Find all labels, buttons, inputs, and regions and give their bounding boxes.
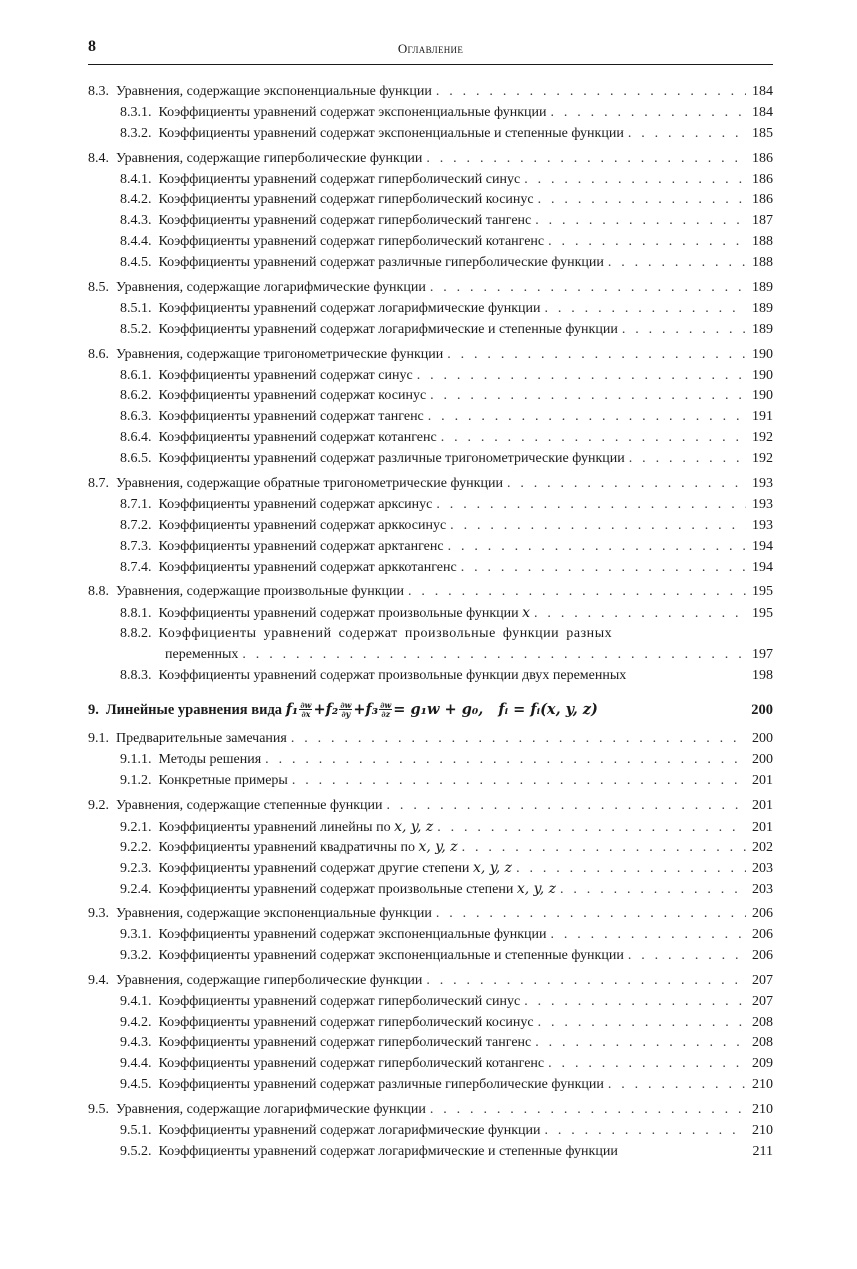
toc-subsection-9-2-1[interactable]	[88, 817, 773, 838]
toc-page: 211	[752, 1143, 773, 1159]
toc-page: 184	[752, 84, 773, 99]
fraction-numerator: ∂w	[300, 700, 312, 711]
toc-leader	[629, 449, 746, 470]
toc-title: Уравнения, содержащие экспоненциальные функции	[116, 84, 432, 99]
toc-title	[159, 817, 434, 839]
toc-subsection-8-3-2[interactable]	[88, 124, 773, 145]
toc-subsection-8-6-5[interactable]	[88, 449, 773, 470]
toc-page: 193	[752, 476, 773, 492]
toc-section-8-3[interactable]	[88, 82, 773, 103]
toc-page: 195	[752, 606, 773, 622]
toc-number: 9.4.5.	[120, 1077, 152, 1093]
toc-title: Уравнения, содержащие логарифмические функции	[116, 280, 426, 296]
toc-page: 202	[752, 840, 773, 856]
toc-leader	[550, 103, 746, 124]
math-variable: x	[522, 605, 531, 622]
toc-leader	[430, 1100, 746, 1121]
toc-section-9-5[interactable]	[88, 1100, 773, 1121]
toc-number: 9.2.	[88, 797, 109, 813]
toc-subsection-8-7-4[interactable]	[88, 558, 773, 579]
toc-section-9-3[interactable]	[88, 904, 773, 925]
toc-number: 9.5.2.	[120, 1143, 152, 1159]
toc-page: 203	[752, 882, 773, 898]
toc-subsection-8-6-2[interactable]	[88, 386, 773, 407]
toc-subsection-9-2-3[interactable]	[88, 858, 773, 879]
fraction-numerator: ∂w	[340, 700, 352, 711]
toc-leader	[387, 796, 746, 817]
toc-leader	[560, 880, 746, 901]
math-plus: +	[353, 700, 366, 718]
math-variables: x, y, z	[394, 818, 434, 835]
toc-page: 190	[752, 367, 773, 383]
toc-number: 9.4.1.	[120, 993, 152, 1009]
toc-number: 9.1.1.	[120, 751, 152, 767]
math-variables: x, y, z	[418, 839, 458, 856]
toc-page: 209	[752, 1056, 773, 1072]
toc-subsection-8-4-2[interactable]	[88, 190, 773, 211]
toc-title: Методы решения	[158, 751, 262, 767]
toc-leader	[608, 253, 746, 274]
toc-title: Коэффициенты уравнений содержат гиперболический синус	[158, 171, 521, 187]
toc-title: Уравнения, содержащие гиперболические функции	[116, 972, 423, 988]
toc-leader	[538, 1013, 746, 1034]
toc-title: Конкретные примеры	[158, 772, 288, 788]
toc-number: 8.4.3.	[120, 213, 152, 229]
toc-leader	[426, 149, 746, 170]
toc-title: Коэффициенты уравнений содержат произвольные функции разных	[158, 626, 613, 642]
toc-number: 8.7.4.	[120, 559, 152, 575]
toc-subsection-9-2-2[interactable]	[88, 837, 773, 858]
toc-title: Коэффициенты уравнений содержат тангенс	[158, 409, 424, 425]
toc-number: 9.4.	[88, 972, 109, 988]
toc-title-text: Коэффициенты уравнений содержат произвольные степени	[158, 882, 514, 898]
toc-subsection-8-5-2[interactable]	[88, 320, 773, 341]
toc-page: 194	[752, 538, 773, 554]
running-head: Оглавление	[397, 41, 464, 56]
toc-leader	[622, 320, 746, 341]
toc-chapter-title	[106, 698, 598, 722]
toc-subsection-9-4-2[interactable]	[88, 1013, 773, 1034]
toc-title-text: Коэффициенты уравнений квадратичны по	[158, 840, 415, 856]
toc-number: 8.3.	[88, 84, 109, 99]
toc-subsection-8-8-3[interactable]	[88, 666, 773, 687]
chapter-equation	[286, 701, 598, 718]
toc-title: Коэффициенты уравнений содержат различные гиперболические функции	[158, 255, 604, 271]
toc-number: 8.6.4.	[120, 430, 152, 446]
toc-title: Коэффициенты уравнений содержат косинус	[158, 388, 427, 404]
toc-number: 8.6.1.	[120, 367, 152, 383]
toc-page: 185	[752, 125, 773, 141]
toc-number: 9.4.3.	[120, 1035, 152, 1051]
math-rhs: = g₁w + g₀,	[393, 700, 484, 718]
toc-leader	[544, 299, 746, 320]
toc-title-text: Коэффициенты уравнений содержат другие степени	[158, 861, 470, 877]
toc-subsection-8-6-1[interactable]	[88, 366, 773, 387]
toc-page: 210	[752, 1122, 773, 1138]
toc-number: 9.1.2.	[120, 772, 152, 788]
toc-section-9-2[interactable]	[88, 796, 773, 817]
toc-subsection-9-4-1[interactable]	[88, 992, 773, 1013]
toc-leader	[430, 386, 746, 407]
toc-page: 200	[751, 701, 773, 718]
toc-leader	[548, 232, 746, 253]
toc-page: 206	[752, 906, 773, 922]
toc-page: 186	[752, 171, 773, 187]
toc-number: 8.8.2.	[120, 626, 152, 642]
toc-number: 8.5.1.	[120, 300, 152, 316]
toc-number: 9.	[88, 701, 99, 718]
toc-subsection-8-4-3[interactable]	[88, 211, 773, 232]
toc-title: Коэффициенты уравнений содержат гиперболический тангенс	[158, 213, 532, 229]
toc-leader	[408, 582, 746, 603]
toc-number: 8.8.3.	[120, 668, 152, 684]
toc-number: 8.4.2.	[120, 192, 152, 208]
toc-subsection-9-5-2[interactable]	[88, 1142, 773, 1163]
toc-leader	[461, 558, 746, 579]
toc-leader	[462, 838, 746, 859]
toc-page: 187	[752, 213, 773, 229]
toc-page: 188	[752, 234, 773, 250]
toc-number: 9.4.4.	[120, 1056, 152, 1072]
toc-page: 210	[752, 1077, 773, 1093]
toc-page: 203	[752, 861, 773, 877]
toc-subsection-9-1-2[interactable]	[88, 771, 773, 792]
toc-leader	[441, 428, 746, 449]
toc-number: 9.5.	[88, 1102, 109, 1118]
table-of-contents	[88, 82, 773, 1163]
toc-subsection-9-3-1[interactable]	[88, 925, 773, 946]
toc-subsection-8-7-2[interactable]	[88, 516, 773, 537]
toc-title: Коэффициенты уравнений содержат гиперболический косинус	[158, 1014, 534, 1030]
math-coefficient-f3: f₃	[365, 700, 379, 718]
toc-title	[159, 879, 557, 901]
toc-leader	[524, 170, 746, 191]
toc-number: 9.2.1.	[120, 819, 152, 835]
toc-title: Уравнения, содержащие тригонометрические функции	[116, 346, 444, 362]
toc-leader	[507, 474, 746, 495]
toc-leader	[608, 1075, 746, 1096]
toc-title: Предварительные замечания	[116, 730, 287, 746]
toc-title: Уравнения, содержащие произвольные функции	[116, 584, 404, 600]
toc-title	[159, 858, 513, 880]
toc-page: 191	[752, 409, 773, 425]
toc-number: 8.6.	[88, 346, 109, 362]
toc-title: Уравнения, содержащие экспоненциальные функции	[116, 906, 432, 922]
toc-title: Коэффициенты уравнений содержат экспоненциальные и степенные функции	[158, 125, 624, 141]
toc-page: 189	[752, 300, 773, 316]
toc-page: 208	[752, 1014, 773, 1030]
toc-title: Коэффициенты уравнений содержат логарифмические функции	[158, 1122, 541, 1138]
toc-section-8-8[interactable]	[88, 582, 773, 603]
toc-title: Коэффициенты уравнений содержат логарифмические и степенные функции	[158, 321, 618, 337]
toc-chapter-9[interactable]	[88, 698, 773, 722]
toc-title-text: Коэффициенты уравнений линейны по	[158, 819, 391, 835]
toc-title: Коэффициенты уравнений содержат логарифмические и степенные функции	[158, 1143, 618, 1159]
toc-number: 8.4.4.	[120, 234, 152, 250]
toc-page: 193	[752, 496, 773, 512]
toc-leader	[436, 82, 746, 103]
math-coefficient-f1: f₁	[285, 700, 299, 718]
toc-page: 201	[752, 819, 773, 835]
toc-page: 207	[752, 993, 773, 1009]
toc-section-8-4[interactable]	[88, 149, 773, 170]
toc-number: 8.7.1.	[120, 496, 152, 512]
toc-title: Уравнения, содержащие гиперболические функции	[116, 150, 423, 166]
toc-title: Коэффициенты уравнений содержат экспоненциальные и степенные функции	[158, 947, 624, 963]
fraction-denominator: ∂y	[341, 709, 351, 720]
toc-page: 207	[752, 972, 773, 988]
toc-subsection-9-2-4[interactable]	[88, 879, 773, 900]
toc-subsection-8-4-5[interactable]	[88, 253, 773, 274]
toc-number: 8.4.5.	[120, 255, 152, 271]
toc-title: Коэффициенты уравнений содержат арккосинус	[158, 517, 447, 533]
toc-leader	[417, 366, 746, 387]
toc-subsection-8-7-1[interactable]	[88, 495, 773, 516]
toc-title: Коэффициенты уравнений содержат синус	[158, 367, 413, 383]
toc-page: 190	[752, 346, 773, 362]
toc-title: Коэффициенты уравнений содержат гиперболический котангенс	[158, 1056, 545, 1072]
toc-page: 189	[752, 321, 773, 337]
toc-leader	[628, 124, 746, 145]
toc-subsection-9-1-1[interactable]	[88, 750, 773, 771]
toc-leader	[535, 211, 746, 232]
page-number: 8	[88, 38, 96, 55]
toc-title: Коэффициенты уравнений содержат различные тригонометрические функции	[158, 451, 625, 467]
toc-page: 186	[752, 150, 773, 166]
toc-page: 188	[752, 255, 773, 271]
toc-section-9-4[interactable]	[88, 971, 773, 992]
toc-page: 201	[752, 797, 773, 813]
toc-number: 8.6.2.	[120, 388, 152, 404]
toc-title: Коэффициенты уравнений содержат арктангенс	[158, 538, 444, 554]
toc-section-8-7[interactable]	[88, 474, 773, 495]
toc-leader	[450, 516, 746, 537]
toc-leader	[538, 190, 746, 211]
toc-leader	[516, 859, 746, 880]
toc-title: Коэффициенты уравнений содержат экспоненциальные функции	[158, 926, 547, 942]
toc-leader	[428, 407, 746, 428]
toc-page: 200	[752, 730, 773, 746]
toc-number: 9.4.2.	[120, 1014, 152, 1030]
toc-page: 210	[752, 1102, 773, 1118]
toc-leader	[447, 345, 746, 366]
toc-page: 208	[752, 1035, 773, 1051]
toc-page: 195	[752, 584, 773, 600]
toc-title-text: Коэффициенты уравнений содержат произвольные функции	[158, 606, 519, 622]
toc-number: 8.3.1.	[120, 104, 152, 120]
toc-number: 8.4.	[88, 150, 109, 166]
toc-title: Коэффициенты уравнений содержат гиперболический тангенс	[158, 1035, 532, 1051]
toc-subsection-8-6-4[interactable]	[88, 428, 773, 449]
toc-page: 192	[752, 451, 773, 467]
toc-title	[159, 603, 531, 625]
toc-leader	[534, 604, 746, 625]
toc-subsection-8-3-1[interactable]	[88, 103, 773, 124]
toc-number: 8.4.1.	[120, 171, 152, 187]
toc-page: 190	[752, 388, 773, 404]
toc-number: 9.3.	[88, 906, 109, 922]
toc-subsection-8-4-4[interactable]	[88, 232, 773, 253]
toc-leader	[544, 1121, 746, 1142]
toc-title: Коэффициенты уравнений содержат экспоненциальные функции	[158, 104, 547, 120]
toc-page: 206	[752, 947, 773, 963]
toc-page: 184	[752, 104, 773, 120]
page-header	[88, 38, 773, 65]
toc-number: 9.3.2.	[120, 947, 152, 963]
toc-subsection-8-8-2[interactable]	[88, 624, 773, 645]
toc-number: 9.1.	[88, 730, 109, 746]
toc-number: 8.3.2.	[120, 125, 152, 141]
toc-page: 197	[752, 647, 773, 663]
toc-title: Коэффициенты уравнений содержат различные гиперболические функции	[158, 1077, 604, 1093]
fraction-dw-dx	[299, 701, 312, 718]
toc-title: Уравнения, содержащие степенные функции	[116, 797, 383, 813]
toc-subsection-9-3-2[interactable]	[88, 946, 773, 967]
toc-number: 9.2.3.	[120, 861, 152, 877]
toc-leader	[242, 645, 746, 666]
math-plus: +	[313, 700, 326, 718]
toc-title: Коэффициенты уравнений содержат арксинус	[158, 496, 433, 512]
toc-number: 9.2.2.	[120, 840, 152, 856]
toc-number: 8.6.5.	[120, 451, 152, 467]
fraction-dw-dz	[379, 701, 392, 718]
toc-subsection-9-4-4[interactable]	[88, 1054, 773, 1075]
toc-number: 8.6.3.	[120, 409, 152, 425]
toc-title	[159, 837, 458, 859]
toc-subsection-8-7-3[interactable]	[88, 537, 773, 558]
fraction-denominator: ∂z	[381, 709, 391, 720]
toc-leader	[628, 946, 746, 967]
toc-subsection-8-8-1[interactable]	[88, 603, 773, 624]
math-variables: x, y, z	[516, 881, 556, 898]
math-variables: x, y, z	[472, 860, 513, 877]
toc-page: 192	[752, 430, 773, 446]
toc-title: Коэффициенты уравнений содержат логарифмические функции	[158, 300, 541, 316]
toc-number: 9.5.1.	[120, 1122, 152, 1138]
toc-title: Коэффициенты уравнений содержат гиперболический котангенс	[158, 234, 545, 250]
toc-title: Коэффициенты уравнений содержат гиперболический синус	[158, 993, 521, 1009]
toc-title-text: Линейные уравнения вида	[105, 701, 283, 718]
toc-leader	[265, 750, 746, 771]
toc-section-9-1[interactable]	[88, 729, 773, 750]
fraction-denominator: ∂x	[301, 709, 311, 720]
toc-section-8-6[interactable]	[88, 345, 773, 366]
toc-leader	[426, 971, 746, 992]
toc-leader	[448, 537, 746, 558]
toc-subsection-8-5-1[interactable]	[88, 299, 773, 320]
toc-leader	[548, 1054, 746, 1075]
toc-title: Уравнения, содержащие обратные тригонометрические функции	[116, 476, 503, 492]
toc-title: Коэффициенты уравнений содержат котангенс	[158, 430, 437, 446]
toc-title: Уравнения, содержащие логарифмические функции	[116, 1102, 426, 1118]
toc-subsection-9-5-1[interactable]	[88, 1121, 773, 1142]
toc-number: 8.8.1.	[120, 606, 152, 622]
toc-page: 201	[752, 772, 773, 788]
toc-page: 198	[752, 668, 773, 684]
toc-leader	[437, 818, 746, 839]
toc-number: 9.2.4.	[120, 882, 152, 898]
toc-leader	[292, 771, 746, 792]
toc-page: 206	[752, 926, 773, 942]
toc-leader	[550, 925, 746, 946]
toc-number: 8.5.	[88, 280, 109, 296]
toc-page: 200	[752, 751, 773, 767]
toc-leader	[535, 1033, 746, 1054]
toc-number: 9.3.1.	[120, 926, 152, 942]
toc-subsection-9-4-3[interactable]	[88, 1033, 773, 1054]
toc-number: 8.8.	[88, 584, 109, 600]
toc-subsection-8-4-1[interactable]	[88, 170, 773, 191]
toc-number: 8.7.2.	[120, 517, 152, 533]
toc-leader	[436, 904, 746, 925]
toc-leader	[430, 278, 746, 299]
toc-subsection-8-6-3[interactable]	[88, 407, 773, 428]
toc-leader	[436, 495, 746, 516]
toc-page: 194	[752, 559, 773, 575]
toc-leader	[524, 992, 746, 1013]
toc-page: 193	[752, 517, 773, 533]
toc-leader	[291, 729, 746, 750]
toc-section-8-5[interactable]	[88, 278, 773, 299]
toc-title: Коэффициенты уравнений содержат гиперболический косинус	[158, 192, 534, 208]
math-condition: fᵢ = fᵢ(x, y, z)	[498, 700, 598, 718]
fraction-dw-dy	[339, 701, 352, 718]
toc-page: 186	[752, 192, 773, 208]
toc-title: переменных	[165, 647, 239, 663]
toc-number: 8.7.3.	[120, 538, 152, 554]
fraction-numerator: ∂w	[380, 700, 392, 711]
math-coefficient-f2: f₂	[325, 700, 339, 718]
toc-title: Коэффициенты уравнений содержат произвольные функции двух переменных	[158, 668, 627, 684]
toc-number: 8.7.	[88, 476, 109, 492]
toc-title: Коэффициенты уравнений содержат арккотангенс	[158, 559, 457, 575]
toc-number: 8.5.2.	[120, 321, 152, 337]
toc-subsection-9-4-5[interactable]	[88, 1075, 773, 1096]
toc-subsection-8-8-2-continuation[interactable]	[88, 645, 773, 666]
toc-page: 189	[752, 280, 773, 296]
